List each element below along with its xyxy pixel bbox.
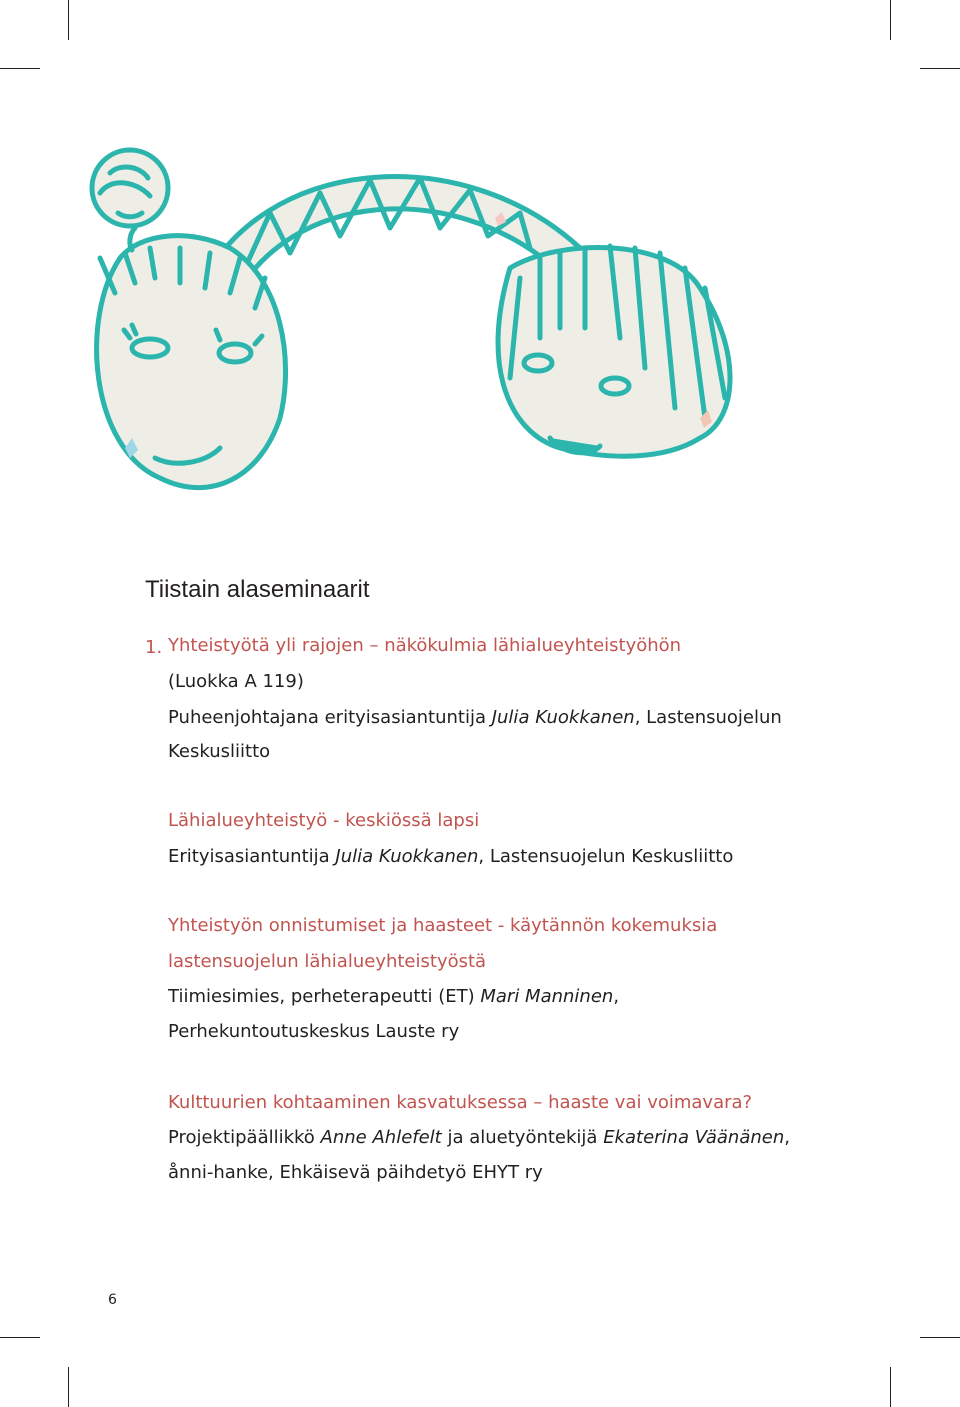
speaker-prefix: Tiimiesimies, perheterapeutti (ET)	[168, 986, 481, 1007]
speaker-suffix: ,	[784, 1127, 790, 1148]
speaker-prefix: Projektipäällikkö	[168, 1127, 321, 1148]
speaker-suffix: , Lastensuojelun Keskusliitto	[478, 846, 734, 867]
crop-mark	[0, 1337, 40, 1338]
chair-prefix: Puheenjohtajana erityisasiantuntija	[168, 707, 492, 728]
speaker-suffix: ,	[613, 986, 620, 1007]
crop-mark	[920, 1337, 960, 1338]
speaker-org: ånni-hanke, Ehkäisevä päihdetyö EHYT ry	[168, 1162, 543, 1183]
speaker-mid: ja aluetyöntekijä	[441, 1127, 604, 1148]
crop-mark	[68, 0, 69, 40]
talk-speaker	[168, 1129, 790, 1147]
chair-suffix: , Lastensuojelun	[634, 707, 782, 728]
two-faces-bridge-illustration	[40, 118, 760, 518]
seminar-chair-org: Keskusliitto	[168, 741, 271, 762]
speaker-name: Julia Kuokkanen	[335, 846, 479, 867]
speaker-name: Ekaterina Väänänen	[603, 1127, 785, 1148]
talk-speaker	[168, 848, 733, 866]
section-heading: Tiistain alaseminaarit	[145, 576, 370, 603]
page-number: 6	[108, 1292, 117, 1308]
talk-title: Lähialueyhteistyö - keskiössä lapsi	[168, 810, 480, 831]
crop-mark	[890, 0, 891, 40]
talk-title: Yhteistyön onnistumiset ja haasteet - käytännön kokemuksia	[168, 915, 718, 936]
talk-title-cont: lastensuojelun lähialueyhteistyöstä	[168, 951, 487, 972]
seminar-chair	[168, 709, 782, 727]
speaker-prefix: Erityisasiantuntija	[168, 846, 336, 867]
speaker-name: Anne Ahlefelt	[320, 1127, 442, 1148]
chair-name: Julia Kuokkanen	[491, 707, 635, 728]
item-number: 1.	[145, 637, 163, 658]
talk-speaker	[168, 988, 619, 1006]
seminar-room: (Luokka A 119)	[168, 671, 304, 692]
seminar-title: Yhteistyötä yli rajojen – näkökulmia lähialueyhteistyöhön	[168, 635, 682, 656]
crop-mark	[0, 68, 40, 69]
talk-title: Kulttuurien kohtaaminen kasvatuksessa – haaste vai voimavara?	[168, 1092, 753, 1113]
speaker-name: Mari Manninen	[480, 986, 614, 1007]
crop-mark	[890, 1367, 891, 1407]
crop-mark	[68, 1367, 69, 1407]
speaker-org: Perhekuntoutuskeskus Lauste ry	[168, 1021, 460, 1042]
crop-mark	[920, 68, 960, 69]
